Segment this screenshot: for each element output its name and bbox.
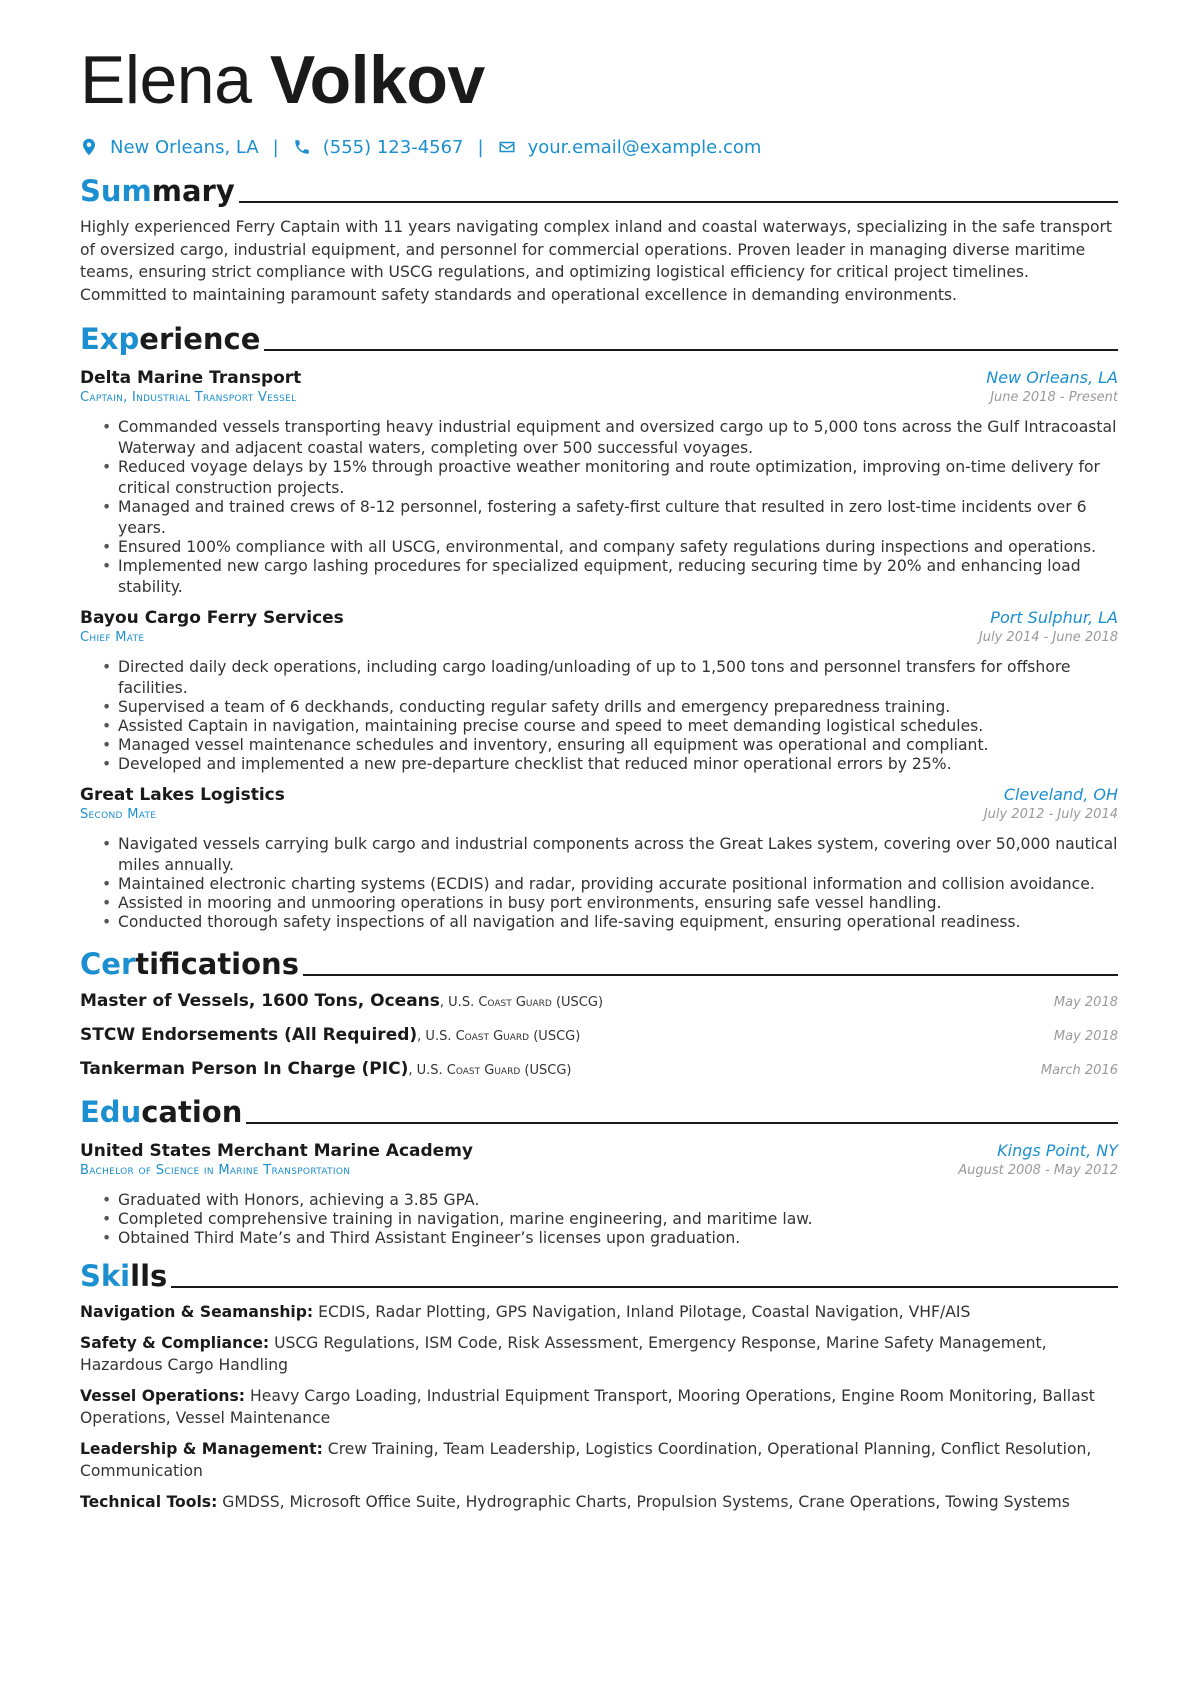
section-rule bbox=[239, 201, 1118, 203]
institution: United States Merchant Marine Academy bbox=[80, 1141, 473, 1161]
contact-line bbox=[80, 134, 1118, 160]
resume-page bbox=[80, 44, 1118, 1513]
list-item: • Navigated vessels carrying bulk cargo and industrial components across the Great Lakes system, covering over 50,000 nautical miles annually. bbox=[102, 834, 1118, 876]
list-item: • Assisted in mooring and unmooring operations in busy port environments, ensuring safe vessel handling. bbox=[102, 893, 1118, 914]
bullet-list bbox=[80, 834, 1118, 933]
section-title: Certifications bbox=[80, 947, 299, 981]
list-item: • Ensured 100% compliance with all USCG, environmental, and company safety regulations during inspections and operations. bbox=[102, 537, 1118, 558]
skill-label: Navigation & Seamanship: bbox=[80, 1303, 314, 1321]
summary-text: Highly experienced Ferry Captain with 11 years navigating complex inland and coastal waterways, specializing in the safe transport of oversized cargo, industrial equipment, and personnel for commercial operations. Proven leader in managing diverse maritime teams, ensuring strict compliance with USCG regulations, and optimizing logistical efficiency for critical project timelines. Committed to maintaining paramount safety standards and operational excellence in demanding environments. bbox=[80, 218, 1113, 304]
section-rule bbox=[246, 1122, 1118, 1124]
skill-row bbox=[80, 1301, 1118, 1324]
certification-issuer: , U.S. Coast Guard (USCG) bbox=[439, 995, 604, 1010]
envelope-icon bbox=[498, 138, 516, 156]
section-rule bbox=[264, 349, 1118, 351]
certification-name: Tankerman Person In Charge (PIC) bbox=[80, 1059, 409, 1079]
phone-text: (555) 123-4567 bbox=[322, 136, 464, 158]
location: Port Sulphur, LA bbox=[990, 608, 1118, 627]
list-item: • Managed and trained crews of 8-12 personnel, fostering a safety-first culture that resulted in zero lost-time incidents over 6 years. bbox=[102, 497, 1118, 539]
first-name: Elena bbox=[80, 42, 252, 118]
certification-date: May 2018 bbox=[1053, 995, 1118, 1010]
bullet-list bbox=[80, 657, 1118, 775]
education-entry bbox=[80, 1141, 1118, 1249]
contact-separator: | bbox=[272, 136, 279, 158]
organization: Delta Marine Transport bbox=[80, 368, 302, 388]
organization: Bayou Cargo Ferry Services bbox=[80, 608, 344, 628]
contact-location bbox=[80, 137, 259, 158]
certification-item bbox=[80, 991, 1118, 1015]
list-item: • Implemented new cargo lashing procedures for specialized equipment, reducing securing time by 20% and enhancing load stability. bbox=[102, 556, 1118, 598]
bullet-list bbox=[80, 1190, 1118, 1249]
summary-header bbox=[80, 170, 1118, 208]
date-range: July 2012 - July 2014 bbox=[983, 807, 1118, 822]
bullet-list bbox=[80, 417, 1118, 598]
section-title: Education bbox=[80, 1095, 243, 1129]
skill-value: USCG Regulations, ISM Code, Risk Assessment, Emergency Response, Marine Safety Management, Hazardous Cargo Handling bbox=[80, 1333, 1047, 1374]
degree: Bachelor of Science in Marine Transportation bbox=[80, 1163, 351, 1178]
experience-entry bbox=[80, 368, 1118, 598]
list-item: • Reduced voyage delays by 15% through proactive weather monitoring and route optimization, improving on-time delivery for critical construction projects. bbox=[102, 457, 1118, 499]
date-range: August 2008 - May 2012 bbox=[958, 1163, 1118, 1178]
list-item: • Conducted thorough safety inspections of all navigation and life-saving equipment, ensuring operational readiness. bbox=[102, 912, 1118, 933]
certification-date: May 2018 bbox=[1053, 1029, 1118, 1044]
skill-value: Crew Training, Team Leadership, Logistics Coordination, Operational Planning, Conflict Resolution, Communication bbox=[80, 1439, 1092, 1480]
list-item: • Assisted Captain in navigation, maintaining precise course and speed to meet demanding logistical schedules. bbox=[102, 716, 1118, 737]
list-item: • Maintained electronic charting systems (ECDIS) and radar, providing accurate positional information and collision avoidance. bbox=[102, 874, 1118, 895]
education-header bbox=[80, 1091, 1118, 1129]
location: New Orleans, LA bbox=[986, 368, 1118, 387]
phone-icon bbox=[293, 138, 311, 156]
skill-label: Technical Tools: bbox=[80, 1492, 218, 1511]
list-item: • Supervised a team of 6 deckhands, conducting regular safety drills and emergency preparedness training. bbox=[102, 697, 1118, 718]
map-pin-icon bbox=[80, 138, 98, 156]
skill-row bbox=[80, 1385, 1118, 1430]
list-item: • Completed comprehensive training in navigation, marine engineering, and maritime law. bbox=[102, 1209, 1118, 1230]
contact-separator: | bbox=[477, 136, 484, 158]
certification-date: March 2016 bbox=[1040, 1063, 1118, 1078]
certification-name: Master of Vessels, 1600 Tons, Oceans bbox=[80, 991, 440, 1011]
experience-header bbox=[80, 318, 1118, 356]
certification-item bbox=[80, 1025, 1118, 1049]
email-link[interactable]: your.email@example.com bbox=[527, 136, 762, 158]
certification-issuer: , U.S. Coast Guard (USCG) bbox=[408, 1063, 572, 1078]
skill-value: Heavy Cargo Loading, Industrial Equipment Transport, Mooring Operations, Engine Room Monitoring, Ballast Operations, Vessel Maintenance bbox=[80, 1386, 1095, 1427]
contact-phone bbox=[293, 137, 464, 158]
section-title: Skills bbox=[80, 1259, 168, 1293]
section-title: Experience bbox=[80, 322, 261, 356]
list-item: • Commanded vessels transporting heavy industrial equipment and oversized cargo up to 5,000 tons across the Gulf Intracoastal Waterway and adjacent coastal waters, completing over 500 successful voyages. bbox=[102, 417, 1118, 459]
experience-entry bbox=[80, 785, 1118, 933]
certification-issuer: , U.S. Coast Guard (USCG) bbox=[417, 1029, 581, 1044]
location: Kings Point, NY bbox=[997, 1141, 1118, 1160]
last-name: Volkov bbox=[269, 42, 485, 118]
skills-header bbox=[80, 1255, 1118, 1293]
date-range: June 2018 - Present bbox=[990, 390, 1118, 405]
role: Second Mate bbox=[80, 807, 157, 822]
location-text: New Orleans, LA bbox=[110, 136, 259, 158]
skill-value: GMDSS, Microsoft Office Suite, Hydrographic Charts, Propulsion Systems, Crane Operations, Towing Systems bbox=[217, 1492, 1070, 1511]
list-item: • Graduated with Honors, achieving a 3.85 GPA. bbox=[102, 1190, 1118, 1211]
certifications-header bbox=[80, 943, 1118, 981]
list-item: • Developed and implemented a new pre-departure checklist that reduced minor operational errors by 25%. bbox=[102, 754, 1118, 775]
skill-label: Leadership & Management: bbox=[80, 1439, 323, 1458]
skill-row bbox=[80, 1491, 1118, 1514]
skill-value: ECDIS, Radar Plotting, GPS Navigation, Inland Pilotage, Coastal Navigation, VHF/AIS bbox=[313, 1303, 971, 1321]
section-rule bbox=[303, 974, 1118, 976]
skill-label: Vessel Operations: bbox=[80, 1386, 246, 1405]
certification-name: STCW Endorsements (All Required) bbox=[80, 1025, 418, 1045]
section-title: Summary bbox=[80, 174, 235, 208]
certification-item bbox=[80, 1059, 1118, 1083]
skill-label: Safety & Compliance: bbox=[80, 1333, 270, 1352]
skill-row bbox=[80, 1332, 1118, 1377]
location: Cleveland, OH bbox=[1003, 785, 1118, 804]
candidate-name bbox=[80, 44, 1118, 116]
contact-email[interactable] bbox=[498, 137, 762, 158]
organization: Great Lakes Logistics bbox=[80, 785, 285, 805]
experience-entry bbox=[80, 608, 1118, 775]
list-item: • Managed vessel maintenance schedules and inventory, ensuring all equipment was operational and compliant. bbox=[102, 735, 1118, 756]
list-item: • Obtained Third Mate’s and Third Assistant Engineer’s licenses upon graduation. bbox=[102, 1228, 1118, 1249]
date-range: July 2014 - June 2018 bbox=[978, 630, 1118, 645]
role: Chief Mate bbox=[80, 630, 145, 645]
section-rule bbox=[171, 1286, 1118, 1288]
skill-row bbox=[80, 1438, 1118, 1483]
role: Captain, Industrial Transport Vessel bbox=[80, 390, 297, 405]
list-item: • Directed daily deck operations, including cargo loading/unloading of up to 1,500 tons and personnel transfers for offshore facilities. bbox=[102, 657, 1118, 699]
